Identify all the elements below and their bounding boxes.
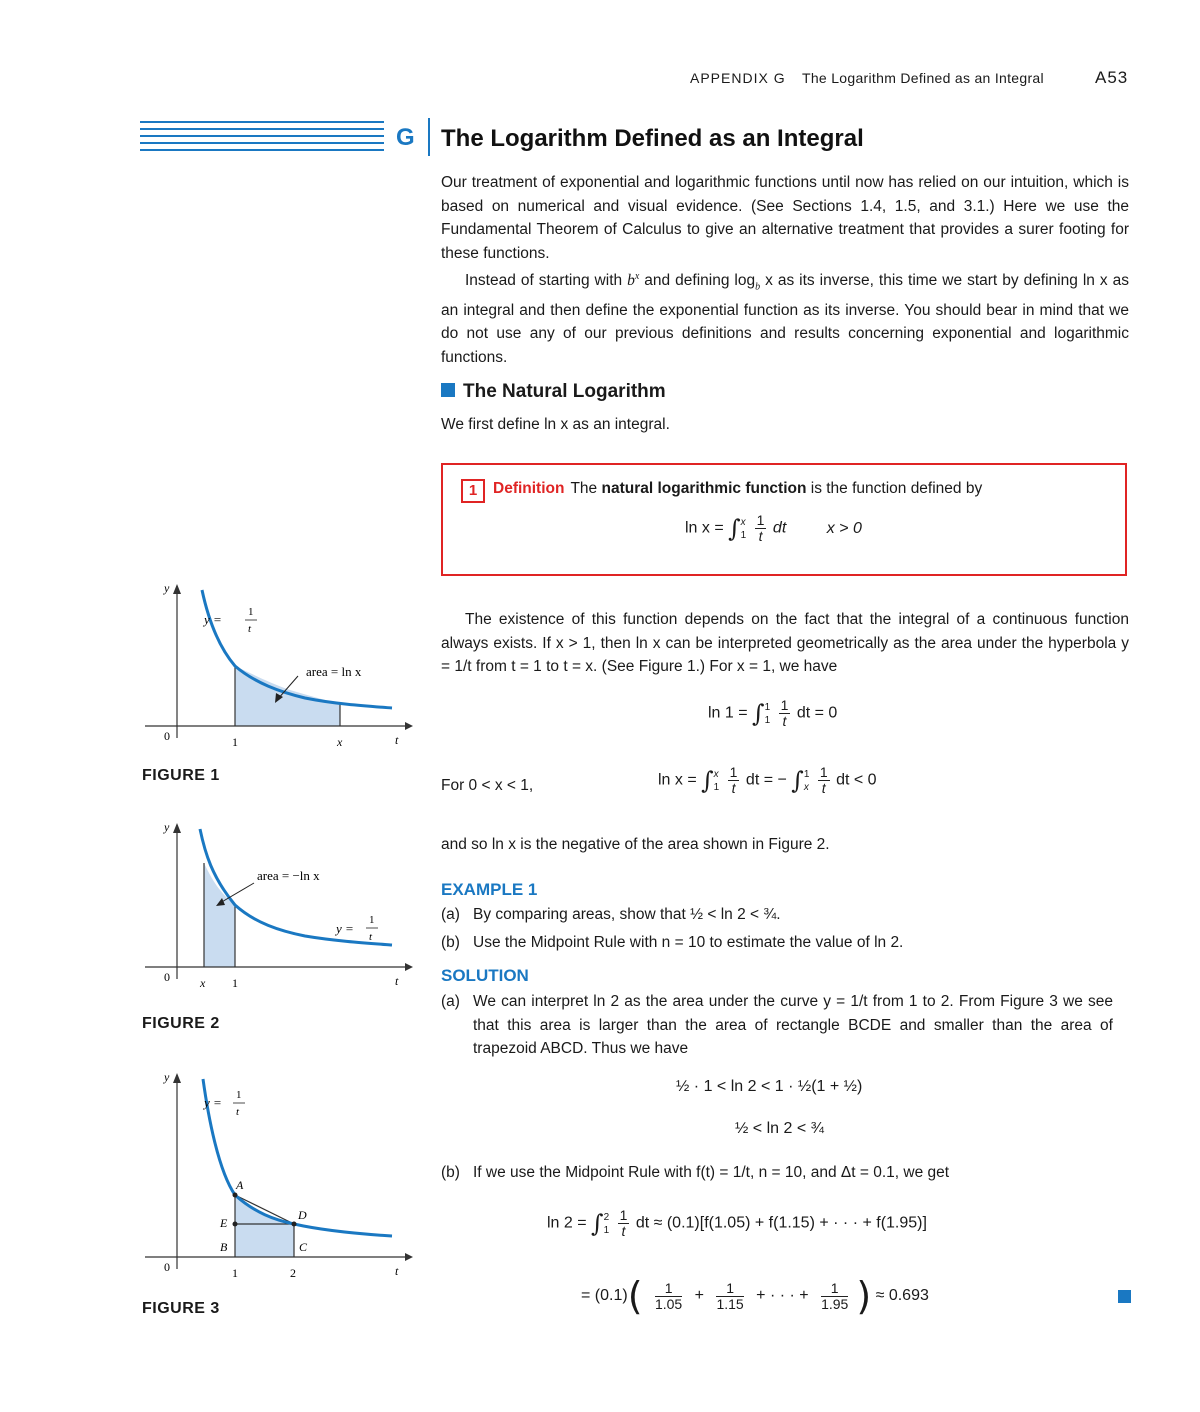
curve-label-num: 1: [236, 1089, 242, 1101]
label-B: B: [220, 1240, 228, 1254]
point-E: [233, 1222, 238, 1227]
curve-label: y =: [204, 612, 222, 627]
curve-label-den: t: [369, 931, 373, 943]
square-bullet-icon: [441, 383, 455, 397]
label-C: C: [299, 1240, 308, 1254]
area-region: [204, 863, 235, 967]
subsection-lead: We first define ln x as an integral.: [441, 416, 670, 433]
end-of-solution-icon: [1118, 1290, 1131, 1303]
definition-label: Definition: [493, 480, 565, 497]
existence-paragraph: The existence of this function depends on the fact that the integral of a continuous function always exists. If x > 1, then ln x can be interpreted geometrically as the area under the hyperbola y = 1/t from t = 1 to t = x. (See Figure 1.) For x = 1, we have: [441, 611, 1129, 675]
definition-text: Definition The natural logarithmic function is the function defined by: [493, 480, 983, 497]
t-axis-label: t: [395, 974, 399, 988]
solution-part-a-label: (a): [441, 993, 460, 1010]
area-region: [235, 1195, 294, 1257]
figure-2-caption: FIGURE 2: [142, 1015, 220, 1032]
example-part-b: (b) Use the Midpoint Rule with n = 10 to estimate the value of ln 2.: [441, 934, 904, 951]
solution-heading: SOLUTION: [441, 966, 529, 985]
integral-sign: ∫: [728, 514, 741, 543]
hyperbola-curve: [202, 590, 392, 708]
curve-label-den: t: [248, 623, 252, 635]
subsection-title: The Natural Logarithm: [441, 381, 666, 403]
figure-3-caption: FIGURE 3: [142, 1300, 220, 1317]
area-label: area = ln x: [306, 664, 362, 679]
inequality-2: ½ < ln 2 < ¾: [735, 1120, 824, 1137]
inequality-1: ½ · 1 < ln 2 < 1 · ½(1 + ½): [676, 1078, 863, 1095]
solution-part-b: (b) If we use the Midpoint Rule with f(t) = 1/t, n = 10, and Δt = 0.1, we get: [441, 1164, 950, 1181]
intro-paragraph-2: Instead of starting with $b^x$ and defining $\log_b x$ as its inverse, this time we start by defining ln x as an integral and then define the exponential function as its inverse. You should bear in mind that we do not use any of our previous definitions and results concerning exponential and logarithmic functions.: [441, 271, 1130, 366]
example-part-a: (a) By comparing areas, show that ½ < ln 2 < ¾.: [441, 906, 781, 923]
equation-ln-negative: ln x = ∫ x 1 $\frac{1}{t}$ dt = − ∫ 1 x $\frac{1}{t}$ dt < 0: [658, 764, 877, 796]
area-label: area = −ln x: [257, 868, 320, 883]
origin-label: 0: [164, 970, 170, 984]
curve-label-num: 1: [248, 606, 254, 618]
curve-label-den: t: [236, 1106, 240, 1118]
origin-label: 0: [164, 1260, 170, 1274]
tick-1-label: 1: [232, 976, 238, 990]
solution-part-a-text: We can interpret ln 2 as the area under the curve y = 1/t from 1 to 2. From Figure 3 we see that this area is larger than the area of rectangle BCDE and smaller than the area of trapezoid ABCD. Thus we have: [473, 993, 1113, 1057]
curve-label: y =: [204, 1095, 222, 1110]
t-axis-arrow-icon: [405, 722, 413, 730]
midpoint-equation-1: ln 2 = ∫ 2 1 $\frac{1}{t}$ dt ≈ (0.1)[f(1.05) + f(1.15) + · · · + f(1.95)]: [547, 1207, 927, 1239]
tick-2-label: 2: [290, 1266, 296, 1280]
definition-equation: ln x = ∫ x 1 $\frac{1}{t}$ dt x > 0: [685, 512, 862, 544]
curve-label: y =: [336, 921, 354, 936]
label-A: A: [236, 1178, 244, 1192]
figure-2-graph: [140, 815, 420, 990]
equation-ln1: ln 1 = ∫ 1 1 $\frac{1}{t}$ dt = 0: [708, 697, 838, 729]
decorative-rules: [140, 121, 384, 156]
point-D: [292, 1222, 297, 1227]
section-title: The Logarithm Defined as an Integral: [441, 125, 864, 152]
label-E: E: [220, 1216, 228, 1230]
t-axis-label: t: [395, 1264, 399, 1278]
appendix-label: APPENDIX G: [690, 70, 786, 86]
intro-text: [441, 171, 1129, 369]
y-axis-label: y: [164, 820, 170, 834]
t-axis-arrow-icon: [405, 963, 413, 971]
section-letter: G: [396, 124, 415, 151]
midpoint-equation-2: = (0.1)( $\frac{1}{1.05}$ + $\frac{1}{1.15}$ + · · · + $\frac{1}{1.95}$ ) ≈ 0.693: [581, 1274, 929, 1318]
figure-1-graph: [140, 578, 420, 748]
tick-x-label: x: [200, 976, 206, 990]
page-number: A53: [1095, 68, 1129, 87]
t-axis-label: t: [395, 733, 399, 747]
negative-area-text: and so ln x is the negative of the area shown in Figure 2.: [441, 836, 830, 853]
label-D: D: [298, 1208, 307, 1222]
point-A: [233, 1193, 238, 1198]
y-axis-arrow-icon: [173, 584, 181, 594]
t-axis-arrow-icon: [405, 1253, 413, 1261]
for-range-text: For 0 < x < 1,: [441, 777, 534, 794]
curve-label-num: 1: [369, 914, 375, 926]
running-title: The Logarithm Defined as an Integral: [801, 70, 1044, 86]
title-divider: [428, 118, 430, 156]
definition-box: [441, 463, 1127, 576]
y-axis-arrow-icon: [173, 1073, 181, 1083]
figure-1-caption: FIGURE 1: [142, 767, 220, 784]
figure-3-graph: [140, 1065, 420, 1280]
running-head: [690, 70, 1044, 86]
tick-1-label: 1: [232, 1266, 238, 1280]
y-axis-arrow-icon: [173, 823, 181, 833]
definition-number: 1: [461, 479, 485, 503]
intro-paragraph-1: Our treatment of exponential and logarithmic functions until now has relied on our intuition, which is based on numerical and visual evidence. (See Sections 1.4, 1.5, and 3.1.) Here we use the Fundamental Theorem of Calculus to give an alternative treatment that provides a surer footing for these functions.: [441, 174, 1129, 262]
y-axis-label: y: [164, 1070, 170, 1084]
y-axis-label: y: [164, 581, 170, 595]
tick-1-label: 1: [232, 735, 238, 748]
example-heading: EXAMPLE 1: [441, 880, 538, 899]
origin-label: 0: [164, 729, 170, 743]
tick-x-label: x: [337, 735, 343, 748]
